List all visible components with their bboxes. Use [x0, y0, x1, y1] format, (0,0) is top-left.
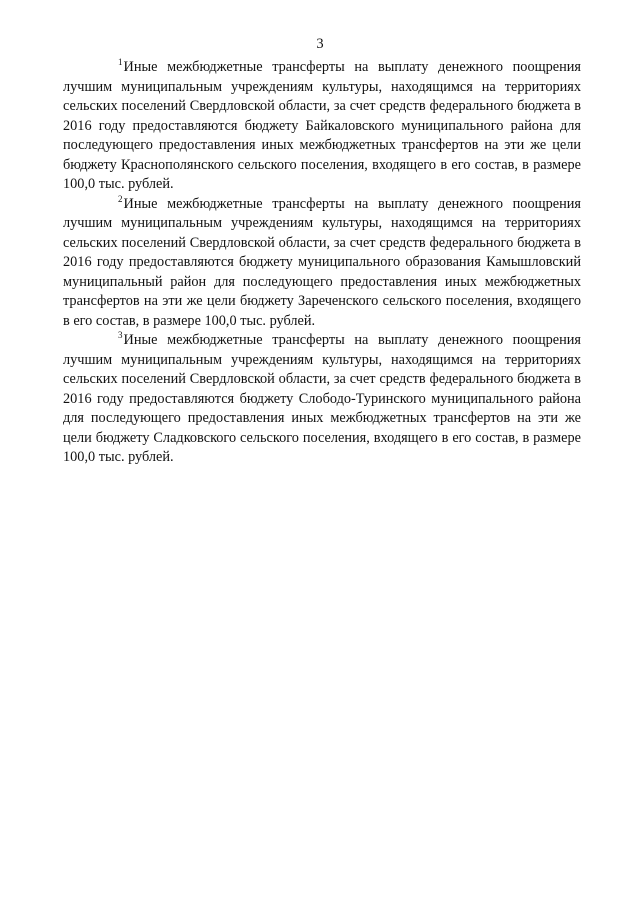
- footnote-text-2: Иные межбюджетные трансферты на выплату денежного поощрения лучшим муниципальным учреждениям культуры, находящимся на территориях сельских поселений Свердловской области, за счет средств федерального бюджета в 2016 году предоставляются бюджету муниципального образования Камышловский муниципальный район для последующего предоставления иных межбюджетных трансфертов на эти же цели бюджету Зареченского сельского поселения, входящего в его состав, в размере 100,0 тыс. рублей.: [63, 195, 581, 329]
- footnote-2: [63, 195, 581, 332]
- page-number: 3: [316, 36, 324, 52]
- footnote-marker-3: 3: [118, 330, 123, 341]
- footnote-3: [63, 331, 581, 468]
- footnote-1: [63, 58, 581, 195]
- footnote-marker-2: 2: [118, 193, 123, 204]
- footnote-text-3: Иные межбюджетные трансферты на выплату денежного поощрения лучшим муниципальным учреждениям культуры, находящимся на территориях сельских поселений Свердловской области, за счет средств федерального бюджета в 2016 году предоставляются бюджету Слободо-Туринского муниципального района для последующего предоставления иных межбюджетных трансфертов на эти же цели бюджету Сладковского сельского поселения, входящего в его состав, в размере 100,0 тыс. рублей.: [63, 332, 581, 465]
- footnote-text-1: Иные межбюджетные трансферты на выплату денежного поощрения лучшим муниципальным учреждениям культуры, находящимся на территориях сельских поселений Свердловской области, за счет средств федерального бюджета в 2016 году предоставляются бюджету Байкаловского муниципального района для последующего предоставления иных межбюджетных трансфертов на эти же цели бюджету Краснополянского сельского поселения, входящего в его состав, в размере 100,0 тыс. рублей.: [63, 59, 581, 192]
- footnote-marker-1: 1: [118, 57, 123, 68]
- footnotes-section: [63, 58, 581, 468]
